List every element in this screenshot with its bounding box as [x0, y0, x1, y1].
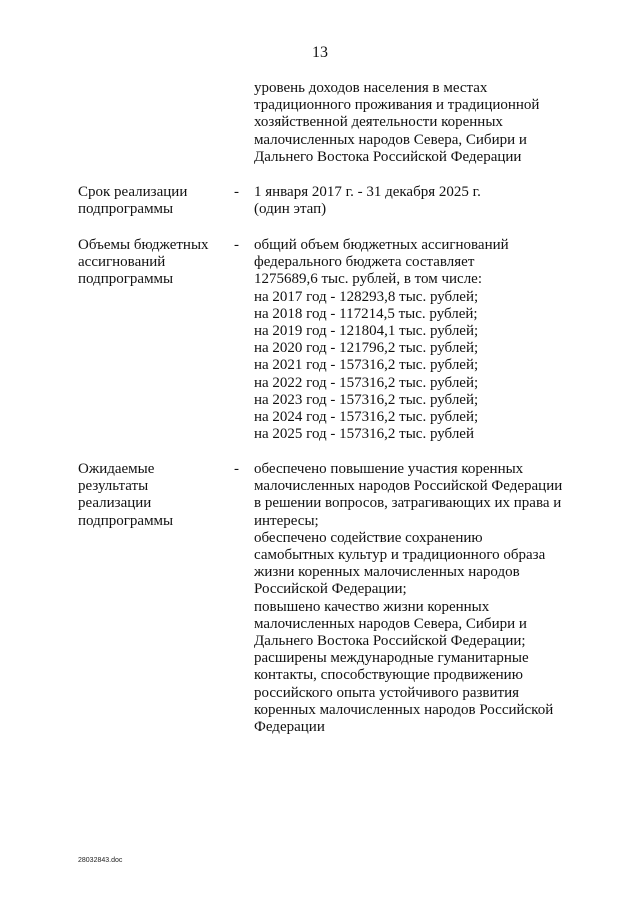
- results-value-line: Дальнего Востока Российской Федерации;: [254, 633, 526, 650]
- results-value-line: расширены международные гуманитарные: [254, 650, 529, 667]
- budget-label-line: ассигнований: [78, 254, 166, 271]
- budget-value-line: 1275689,6 тыс. рублей, в том числе:: [254, 271, 483, 288]
- intro-line: Дальнего Востока Российской Федерации: [254, 148, 522, 165]
- budget-dash: -: [234, 237, 239, 253]
- term-label-line: подпрограммы: [78, 201, 174, 218]
- results-dash: -: [234, 461, 239, 477]
- results-label: [78, 461, 173, 530]
- document-filename: 28032843.doc: [78, 857, 123, 864]
- results-value-line: обеспечено повышение участия коренных: [254, 461, 524, 477]
- results-value-line: самобытных культур и традиционного образа: [254, 547, 546, 564]
- budget-label-line: подпрограммы: [78, 271, 174, 288]
- budget-value-line: федерального бюджета составляет: [254, 254, 475, 271]
- budget-value-line: на 2021 год - 157316,2 тыс. рублей;: [254, 357, 479, 374]
- budget-value-line: общий объем бюджетных ассигнований: [254, 237, 509, 253]
- results-value-line: коренных малочисленных народов Российской: [254, 701, 554, 718]
- results-value-line: российского опыта устойчивого развития: [254, 684, 520, 701]
- results-label-line: реализации: [78, 495, 152, 512]
- budget-value-line: на 2023 год - 157316,2 тыс. рублей;: [254, 391, 479, 408]
- page-number: 13: [312, 44, 328, 61]
- budget-value: [254, 237, 509, 443]
- term-label-line: Срок реализации: [78, 184, 188, 200]
- intro-line: хозяйственной деятельности коренных: [254, 114, 503, 131]
- results-value-line: Федерации: [254, 719, 325, 736]
- results-value-line: обеспечено содействие сохранению: [254, 529, 483, 546]
- term-value-line: 1 января 2017 г. - 31 декабря 2025 г.: [254, 184, 481, 200]
- results-value-line: Российской Федерации;: [254, 581, 407, 598]
- budget-label: [78, 237, 209, 289]
- intro-line: малочисленных народов Севера, Сибири и: [254, 131, 527, 148]
- budget-value-line: на 2022 год - 157316,2 тыс. рублей;: [254, 374, 479, 391]
- results-label-line: результаты: [78, 478, 149, 495]
- term-dash: -: [234, 184, 239, 200]
- results-value-line: жизни коренных малочисленных народов: [254, 564, 520, 581]
- budget-value-line: на 2024 год - 157316,2 тыс. рублей;: [254, 409, 479, 426]
- budget-value-line: на 2020 год - 121796,2 тыс. рублей;: [254, 340, 479, 357]
- budget-value-line: на 2017 год - 128293,8 тыс. рублей;: [254, 288, 479, 305]
- results-value-line: малочисленных народов Российской Федерации: [254, 478, 563, 495]
- budget-value-line: на 2018 год - 117214,5 тыс. рублей;: [254, 305, 478, 322]
- intro-line: уровень доходов населения в местах: [254, 80, 488, 96]
- results-value-line: интересы;: [254, 512, 319, 529]
- term-value: [254, 184, 481, 218]
- results-value-line: контакты, способствующие продвижению: [254, 667, 523, 684]
- term-label: [78, 184, 187, 218]
- results-label-line: Ожидаемые: [78, 461, 155, 477]
- results-label-line: подпрограммы: [78, 512, 174, 529]
- intro-line: традиционного проживания и традиционной: [254, 97, 540, 114]
- budget-label-line: Объемы бюджетных: [78, 237, 209, 253]
- budget-value-line: на 2025 год - 157316,2 тыс. рублей: [254, 426, 474, 443]
- budget-value-line: на 2019 год - 121804,1 тыс. рублей;: [254, 323, 479, 340]
- term-value-line: (один этап): [254, 201, 327, 218]
- results-value-line: повышено качество жизни коренных: [254, 598, 490, 615]
- results-value-line: в решении вопросов, затрагивающих их права и: [254, 495, 562, 512]
- results-value-line: малочисленных народов Севера, Сибири и: [254, 615, 527, 632]
- results-value: [254, 461, 562, 736]
- intro-text: [254, 80, 539, 166]
